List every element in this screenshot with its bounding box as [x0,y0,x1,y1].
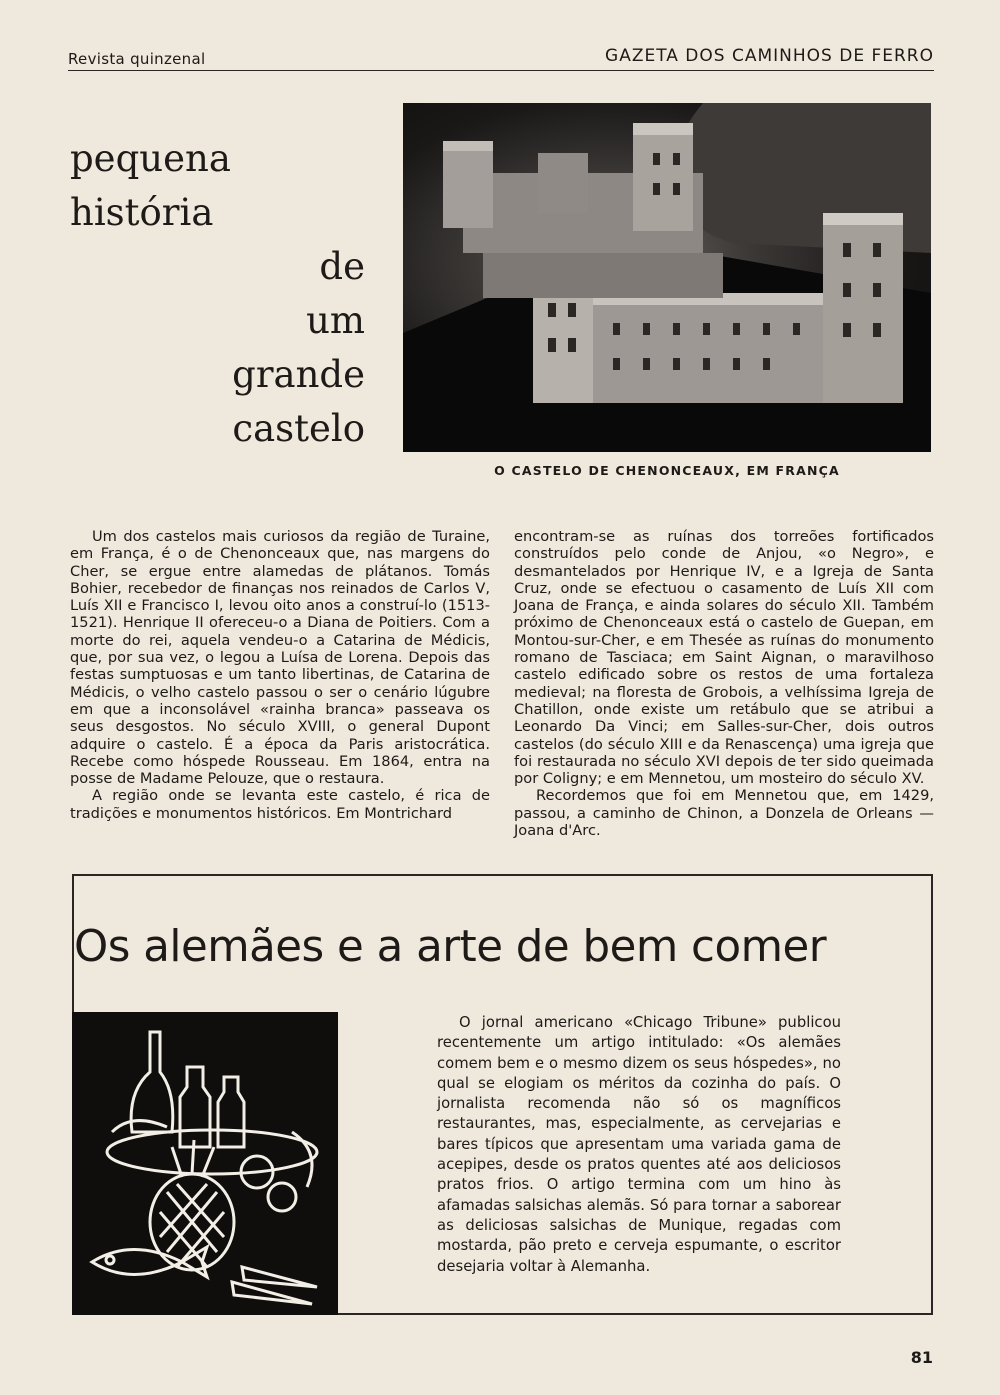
paragraph: A região onde se levanta este castelo, é rica de tradições e monumentos históricos. Em Montrichard [70,787,490,822]
paragraph: O jornal americano «Chicago Tribune» publicou recentemente um artigo intitulado: «Os alemães comem bem e o mesmo dizem os seus hóspedes», no qual se elogiam os méritos da cozinha do país. O jornalista recomenda não só os magníficos restaurantes, mas, especialmente, as cervejarias e bares típicos que apresentam uma variada gama de acepipes, desde os pratos quentes até aos deliciosos pratos frios. O artigo termina com um hino às afamadas salsichas alemãs. Só para tornar a saborear as deliciosas salsichas de Munique, regadas com mostarda, pão preto e cerveja espumante, o escritor desejaria voltar à Alemanha. [437,1014,841,1275]
page-number: 81 [910,1348,933,1367]
title-line: pequena [70,137,231,180]
article-column-left [70,528,490,822]
title-line: história [70,191,214,234]
title-line: de [319,245,365,288]
title-line: um [306,299,365,342]
castle-photo [403,103,931,452]
castle-model-illustration [403,103,931,452]
article-column-right [514,528,934,839]
title-line: grande [232,353,365,396]
article2-title: Os alemães e a arte de bem comer [74,922,827,972]
header-publication-frequency: Revista quinzenal [68,50,206,68]
photo-caption: O CASTELO DE CHENONCEAUX, EM FRANÇA [494,463,840,478]
article-title [60,132,365,456]
article2-body [437,1013,841,1277]
header-divider [68,70,934,71]
paragraph: Um dos castelos mais curiosos da região de Turaine, em França, é o de Chenonceaux que, nas margens do Cher, se ergue entre alamedas de plátanos. Tomás Bohier, recebedor de finanças nos reinados de Carlos V, Luís XII e Francisco I, levou oito anos a construí-lo (1513-1521). Henrique II ofereceu-o a Diana de Poitiers. Com a morte do rei, aquela vendeu-o a Catarina de Médicis, que, por sua vez, o legou a Luísa de Lorena. Depois das festas sumptuosas e um tanto libertinas, de Catarina de Médicis, o velho castelo passou o ser o cenário lúgubre em que a inconsolável «rainha branca» passeava os seus desgostos. No século XVIII, o general Dupont adquire o castelo. É a época da Paris aristocrática. Recebe como hóspede Rousseau. Em 1864, entra na posse de Madame Pelouze, que o restaura. [70,528,490,788]
paragraph: encontram-se as ruínas dos torreões fortificados construídos pelo conde de Anjou, «o Negro», e desmantelados por Henrique IV, e a Igreja de Santa Cruz, onde se efectuou o casamento de Luís XII com Joana de França, e ainda solares do século XII. Também próximo de Chenonceaux está o castelo de Guepan, em Montou-sur-Cher, e em Thesée as ruínas do monumento romano de Tasciaca; em Saint Aignan, o maravilhoso castelo edificado sobre os restos de uma fortaleza medieval; na floresta de Grobois, a velhíssima Igreja de Chatillon, onde existe um retábulo que se atribui a Leonardo Da Vinci; em Salles-sur-Cher, dois outros castelos (do século XIII e da Renascença) uma igreja que foi restaurada no século XVI depois de ter sido queimada por Coligny; e em Mennetou, um mosteiro do século XV. [514,528,934,788]
header-magazine-title: GAZETA DOS CAMINHOS DE FERRO [605,46,934,66]
food-illustration [72,1012,338,1315]
title-line: castelo [232,407,365,450]
paragraph: Recordemos que foi em Mennetou que, em 1429, passou, a caminho de Chinon, a Donzela de Orleans — Joana d'Arc. [514,787,934,840]
still-life-woodcut [72,1012,338,1315]
